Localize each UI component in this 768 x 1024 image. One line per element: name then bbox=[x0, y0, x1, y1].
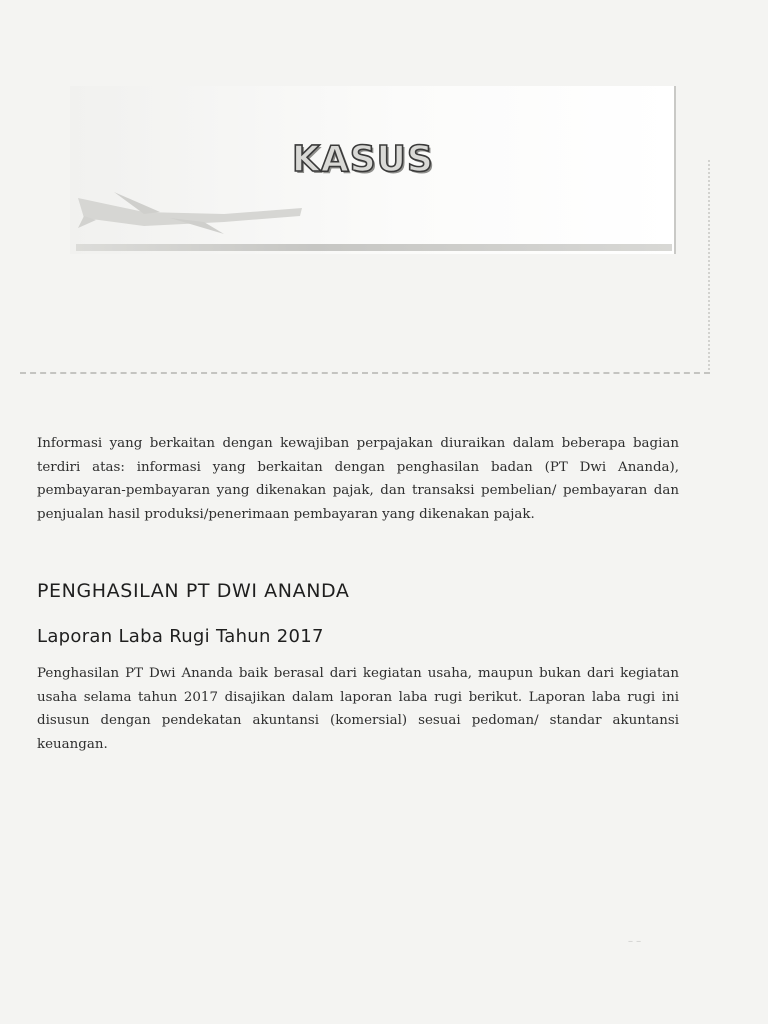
banner-underline bbox=[76, 244, 672, 251]
separator-line bbox=[20, 372, 710, 374]
page-title: KASUS bbox=[292, 139, 434, 180]
section-subheading: Laporan Laba Rugi Tahun 2017 bbox=[37, 626, 324, 647]
intro-paragraph: Informasi yang berkaitan dengan kewajiban perpajakan diuraikan dalam beberapa bagian terdiri atas: informasi yang berkaitan dengan penghasilan badan (PT Dwi Ananda), pembayaran-pembayaran yang dikenakan pajak, dan transaksi pembelian/ pembayaran dan penjualan hasil produksi/penerimaan pembayaran yang dikenakan pajak. bbox=[37, 436, 679, 522]
airplane-icon bbox=[74, 188, 306, 238]
scan-edge bbox=[708, 160, 710, 370]
section-paragraph: Penghasilan PT Dwi Ananda baik berasal dari kegiatan usaha, maupun bukan dari kegiatan usaha selama tahun 2017 disajikan dalam laporan laba rugi berikut. Laporan laba rugi ini disusun dengan pendekatan akuntansi (komersial) sesuai pedoman/ standar akuntansi keuangan. bbox=[37, 666, 679, 752]
section-heading: PENGHASILAN PT DWI ANANDA bbox=[37, 580, 350, 602]
page-mark: – – bbox=[628, 936, 642, 947]
